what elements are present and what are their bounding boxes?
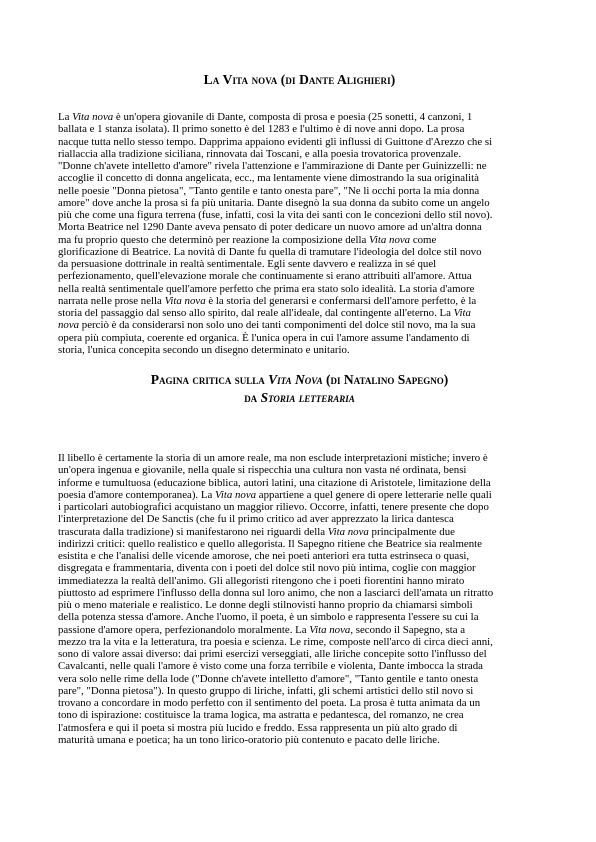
text-segment: narrata nelle prose nella (58, 294, 165, 307)
text-segment: appartiene a quel genere di opere letterarie nelle quali (256, 488, 492, 501)
text-segment: immediatezza la realtà dell'animo. Gli allegoristi ritengono che i poeti fiorentini hanno mirato (58, 574, 465, 587)
text-segment: i particolari autobiografici acquistano un maggior rilievo. Occorre, infatti, tenere presente che dopo (58, 501, 489, 513)
italic-title-segment: Vita nova (309, 623, 351, 636)
text-line (58, 307, 541, 319)
section-2-body (58, 452, 541, 746)
text-line (58, 587, 541, 599)
text-line (58, 575, 541, 587)
text-segment: "Donne ch'avete intelletto d'amore" rivela l'attenzione e l'ammirazione di Dante per Guinizzelli: ne (58, 160, 487, 172)
text-segment: , secondo il Sapegno, sta a (350, 623, 466, 636)
text-line (58, 209, 541, 221)
text-line (58, 513, 541, 525)
section-2-subtitle-part-a: da (244, 390, 261, 405)
text-segment: più o meno materiale e realistico. Le donne degli stilnovisti hanno proprio da chiamarsi simboli (58, 599, 473, 611)
text-line (58, 111, 541, 123)
text-line (58, 160, 541, 172)
text-line (58, 464, 541, 476)
text-segment: perciò è da considerarsi non solo uno dei tanti componimenti del dolce stil novo, ma la sua (79, 319, 476, 332)
text-line (58, 734, 541, 746)
text-line (58, 660, 541, 672)
text-segment: passione d'amore opera, perfezionandolo moralmente. La (58, 623, 310, 636)
text-segment: più che come una figura terrena (fuse, infatti, così la vita dei santi con le concezioni dello stil novo). (58, 209, 493, 221)
text-line (58, 221, 541, 233)
text-line (58, 123, 541, 135)
text-line (58, 197, 541, 209)
text-segment: è un'opera giovanile di Dante, composta di prosa e poesia (25 sonetti, 4 canzoni, 1 (113, 111, 473, 123)
text-segment: ma fu proprio questo che determinò per reazione la composizione della (58, 233, 370, 246)
text-segment: è la storia del generarsi e confermarsi dell'amore perfetto, è la (205, 294, 477, 307)
section-1-title-main: La Vita nova (203, 72, 278, 87)
text-line (58, 246, 541, 258)
text-line (58, 722, 541, 734)
text-line (58, 185, 541, 197)
italic-title-segment: Vita nova (164, 294, 206, 307)
text-segment: tono di ispirazione: costituisce la trama logica, ma astratta e pedantesca, del romanzo, ne crea (58, 709, 464, 722)
text-line (58, 599, 541, 611)
text-segment: opera più compiuta, coerente ed organica. È l'unica opera in cui l'amore assume l'andamento di (58, 331, 470, 344)
text-segment: mezzo tra la vita e la letteratura, tra poesia e scienza. Le rime, composte nell'arco di circa dieci anni, (58, 635, 493, 648)
text-segment: nelle poesie "Donna pietosa", "Tanto gentile e tanto onesta pare", "Ne li occhi porta la mia donna (58, 184, 480, 197)
section-1-body (58, 111, 541, 356)
text-segment: storia del passaggio dal senso allo spirito, dal reale all'ideale, dal contingente all'eterno. La (58, 307, 454, 319)
text-line (58, 319, 541, 331)
text-line (58, 611, 541, 623)
text-line (58, 489, 541, 501)
text-line (58, 685, 541, 697)
text-segment: perfezionamento, quell'elevazione morale che continuamente si erano attribuiti all'amore. Attua (58, 270, 472, 283)
text-segment: pare", "Donna pietosa"). In questo gruppo di liriche, infatti, gli schemi artistici dello stil novo si (58, 684, 474, 697)
text-line (58, 270, 541, 282)
text-segment: l'interpretazione del De Sanctis (che fu il primo critico ad aver apprezzato la lirica dantesca (58, 513, 454, 526)
text-segment: riallaccia alla tradizione siciliana, rinnovata dai Toscani, e alla poesia trovatorica provenzale. (58, 147, 462, 160)
italic-title-segment: Vita nova (327, 525, 369, 538)
text-line (58, 136, 541, 148)
italic-title-segment: Vita nova (72, 111, 114, 123)
text-segment: esistita e che l'analisi delle vicende amorose, che nei poeti anteriori era tutta estrinseca o quasi, (58, 550, 470, 562)
text-line (58, 709, 541, 721)
text-line (58, 344, 541, 356)
text-line (58, 636, 541, 648)
text-line (58, 172, 541, 184)
text-segment: Cavalcanti, nelle quali l'amore è visto come una forza terribile e violenta, Dante imbocca la strada (58, 660, 483, 673)
text-segment: maturità umana e poetica; ha un tono lirico-oratorio più contenuto e pacato delle liriche. (58, 733, 440, 746)
text-segment: Morta Beatrice nel 1290 Dante aveva pensato di poter dedicare un nuovo amore ad un'altra donna (58, 221, 482, 234)
text-segment: principalmente due (368, 525, 455, 538)
text-line (58, 332, 541, 344)
text-segment: della potenza stessa d'amore. Anche l'uomo, il poeta, è un simbolo e rappresenta l'essere su cui la (58, 611, 479, 624)
text-line (58, 234, 541, 246)
text-segment: piuttosto ad esprimere l'influsso della donna sul loro animo, che non a lasciarci dell'amata un ritratto (58, 586, 494, 599)
section-1-title (58, 72, 541, 88)
text-segment: Il libello è certamente la storia di un amore reale, ma non esclude interpretazioni mistiche; invero è (58, 452, 488, 464)
text-line (58, 283, 541, 295)
italic-title-segment: Vita nova (215, 488, 257, 501)
text-segment: l'atmosfera e qui il poeta si mostra più lucido e freddo. Essa rappresenta un più alto grado di (58, 721, 458, 734)
text-line (58, 648, 541, 660)
italic-title-segment: Vita (453, 307, 471, 319)
text-line (58, 538, 541, 550)
section-2-title (58, 372, 541, 388)
text-segment: sono di valore assai diverso: dai primi esercizi verseggiati, alle liriche concepite sotto l'influsso del (58, 648, 487, 660)
text-line (58, 550, 541, 562)
text-segment: amore" dove anche la prosa si fa più unitaria. Dante disegnò la sua donna da subito come un angelo (58, 196, 490, 209)
text-line (58, 526, 541, 538)
section-1-title-sub: (di Dante Alighieri) (280, 72, 396, 87)
section-2-subtitle-source: Storia letteraria (260, 390, 355, 405)
text-line (58, 477, 541, 489)
section-2-title-work: Vita Nova (268, 372, 323, 387)
text-segment: glorificazione di Beatrice. La novità di Dante fu quella di tramutare l'ideologia del dolce stil novo (58, 245, 482, 258)
text-line (58, 673, 541, 685)
text-line (58, 624, 541, 636)
text-line (58, 148, 541, 160)
text-segment: accoglie il concetto di donna angelicata, ecc., ma lentamente viene dimostrando la sua originalità (58, 172, 479, 185)
section-2-subtitle (58, 390, 541, 406)
text-line (58, 258, 541, 270)
text-line (58, 501, 541, 513)
text-segment: poesia d'amore contemporanea). La (58, 488, 216, 501)
text-segment: informe e tumultuosa (educazione biblica, autori latini, una citazione di Aristotele, limitazione della (58, 476, 491, 489)
text-segment: indirizzi critici: quello realistico e quello allegorista. Il Sapegno ritiene che Beatrice sia realmente (58, 537, 482, 550)
text-segment: vera solo nelle rime della lode ("Donne ch'avete intelletto d'amore", "Tanto gentile e tanto onesta (58, 672, 479, 685)
text-segment: storia, l'unica concepita secondo un disegno determinato e unitario. (58, 343, 350, 356)
italic-title-segment: nova (58, 319, 80, 332)
text-segment: nacque tutta nello stesso tempo. Dapprima appaiono evidenti gli influssi di Guittone d'Arezzo che si (58, 135, 493, 148)
text-line (58, 295, 541, 307)
text-line (58, 452, 541, 464)
text-segment: trovano a concordare in modo perfetto con il sentimento del poeta. La prosa è tutta animata da un (58, 697, 481, 709)
text-segment: ballata e 1 stanza isolata). Il primo sonetto è del 1283 e l'ultimo è di nove anni dopo. La prosa (58, 123, 465, 136)
section-2-title-author: (di Natalino Sapegno) (322, 372, 449, 387)
italic-title-segment: Vita nova (369, 233, 411, 246)
text-line (58, 562, 541, 574)
text-segment: La (58, 111, 73, 123)
text-segment: trascurata dalla tradizione) si manifestarono nei riguardi della (58, 525, 328, 538)
text-segment: come (410, 233, 437, 246)
text-segment: da persuasione dottrinale in realtà sentimentale. Egli sente davvero e realizza in sé quel (58, 258, 437, 270)
text-segment: un'opera ingenua e giovanile, nella quale si rispecchia una cultura non vasta né ordinata, bensì (58, 464, 467, 477)
text-segment: nella realtà sentimentale quell'amore perfetto che prima era stato solo idealità. La storia d'amore (58, 282, 475, 295)
section-2-title-part-a: Pagina critica sulla (150, 372, 269, 387)
text-segment: disgregata e frammentaria, diventa con i poeti del dolce stil novo più intima, coglie con maggior (58, 562, 476, 575)
text-line (58, 697, 541, 709)
